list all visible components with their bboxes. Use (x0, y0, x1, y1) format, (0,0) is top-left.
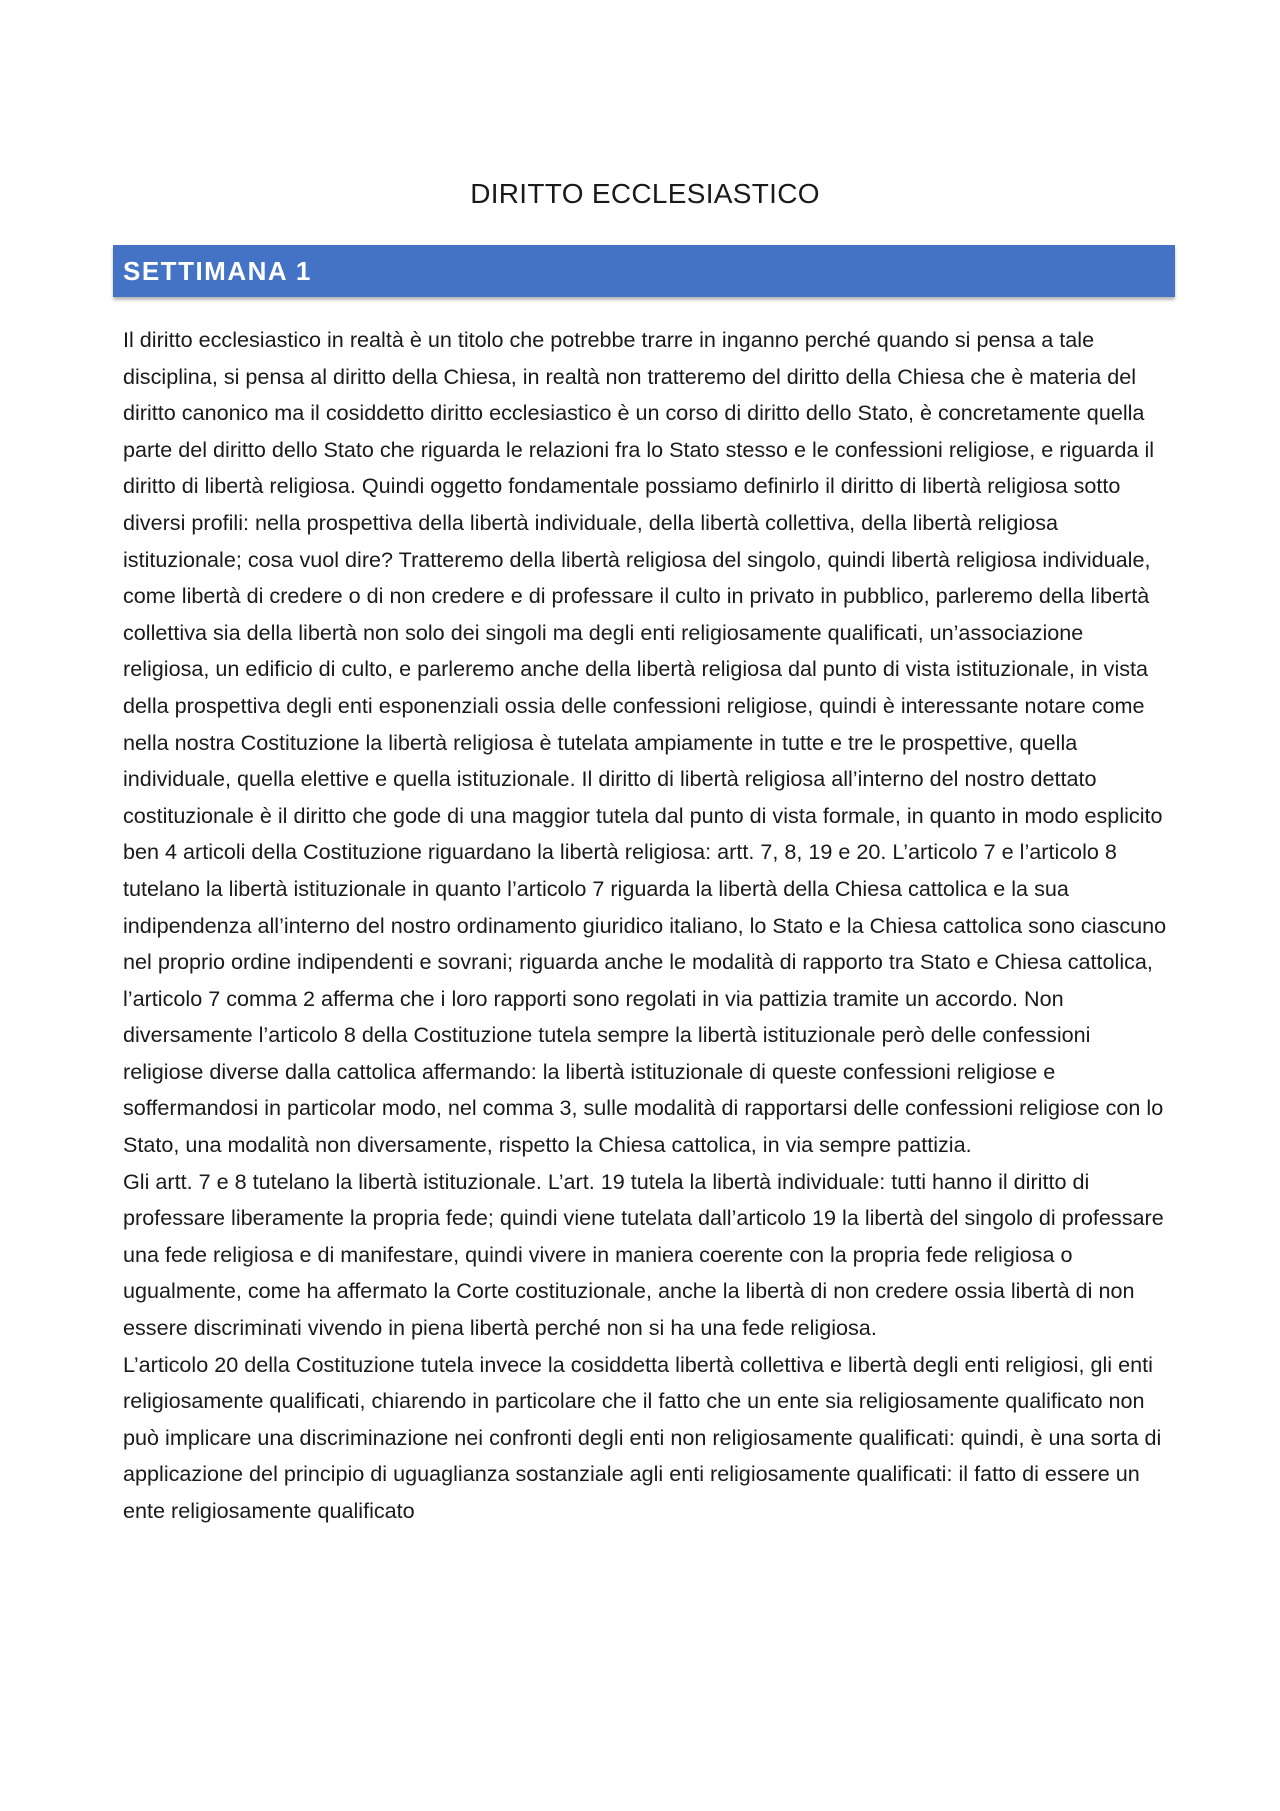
document-title: DIRITTO ECCLESIASTICO (470, 178, 820, 209)
paragraph-1: Il diritto ecclesiastico in realtà è un titolo che potrebbe trarre in inganno perché quando si pensa a tale disciplina, si pensa al diritto della Chiesa, in realtà non tratteremo del diritto della Chiesa che è materia del diritto canonico ma il cosiddetto diritto ecclesiastico è un corso di diritto dello Stato, è concretamente quella parte del diritto dello Stato che riguarda le relazioni fra lo Stato stesso e le confessioni religiose, e riguarda il diritto di libertà religiosa. Quindi oggetto fondamentale possiamo definirlo il diritto di libertà religiosa sotto diversi profili: nella prospettiva della libertà individuale, della libertà collettiva, della libertà religiosa istituzionale; cosa vuol dire? Tratteremo della libertà religiosa del singolo, quindi libertà religiosa individuale, come libertà di credere o di non credere e di professare il culto in privato in pubblico, parleremo della libertà collettiva sia della libertà non solo dei singoli ma degli enti religiosamente qualificati, un’associazione religiosa, un edificio di culto, e parleremo anche della libertà religiosa dal punto di vista istituzionale, in vista della prospettiva degli enti esponenziali ossia delle confessioni religiose, quindi è interessante notare come nella nostra Costituzione la libertà religiosa è tutelata ampiamente in tutte e tre le prospettive, quella individuale, quella elettive e quella istituzionale. Il diritto di libertà religiosa all’interno del nostro dettato costituzionale è il diritto che gode di una maggior tutela dal punto di vista formale, in quanto in modo esplicito ben 4 articoli della Costituzione riguardano la libertà religiosa: artt. 7, 8, 19 e 20. L’articolo 7 e l’articolo 8 tutelano la libertà istituzionale in quanto l’articolo 7 riguarda la libertà della Chiesa cattolica e la sua indipendenza all’interno del nostro ordinamento giuridico italiano, lo Stato e la Chiesa cattolica sono ciascuno nel proprio ordine indipendenti e sovrani; riguarda anche le modalità di rapporto tra Stato e Chiesa cattolica, l’articolo 7 comma 2 afferma che i loro rapporti sono regolati in via pattizia tramite un accordo. Non diversamente l’articolo 8 della Costituzione tutela sempre la libertà istituzionale però delle confessioni religiose diverse dalla cattolica affermando: la libertà istituzionale di queste confessioni religiose e soffermandosi in particolar modo, nel comma 3, sulle modalità di rapportarsi delle confessioni religiose con lo Stato, una modalità non diversamente, rispetto la Chiesa cattolica, in via sempre pattizia. (123, 327, 1167, 1158)
section-heading-banner (113, 245, 1175, 297)
document-body (123, 322, 1173, 1530)
paragraph-2: Gli artt. 7 e 8 tutelano la libertà istituzionale. L’art. 19 tutela la libertà individuale: tutti hanno il diritto di professare liberamente la propria fede; quindi viene tutelata dall’articolo 19 la libertà del singolo di professare una fede religiosa e di manifestare, quindi vivere in maniera coerente con la propria fede religiosa o ugualmente, come ha affermato la Corte costituzionale, anche la libertà di non credere ossia libertà di non essere discriminati vivendo in piena libertà perché non si ha una fede religiosa. (123, 1168, 1164, 1341)
section-heading: SETTIMANA 1 (123, 256, 312, 286)
paragraph-3: L’articolo 20 della Costituzione tutela invece la cosiddetta libertà collettiva e libertà degli enti religiosi, gli enti religiosamente qualificati, chiarendo in particolare che il fatto che un ente sia religiosamente qualificato non può implicare una discriminazione nei confronti degli enti non religiosamente qualificati: quindi, è una sorta di applicazione del principio di uguaglianza sostanziale agli enti religiosamente qualificati: il fatto di essere un ente religiosamente qualificato (123, 1351, 1162, 1523)
